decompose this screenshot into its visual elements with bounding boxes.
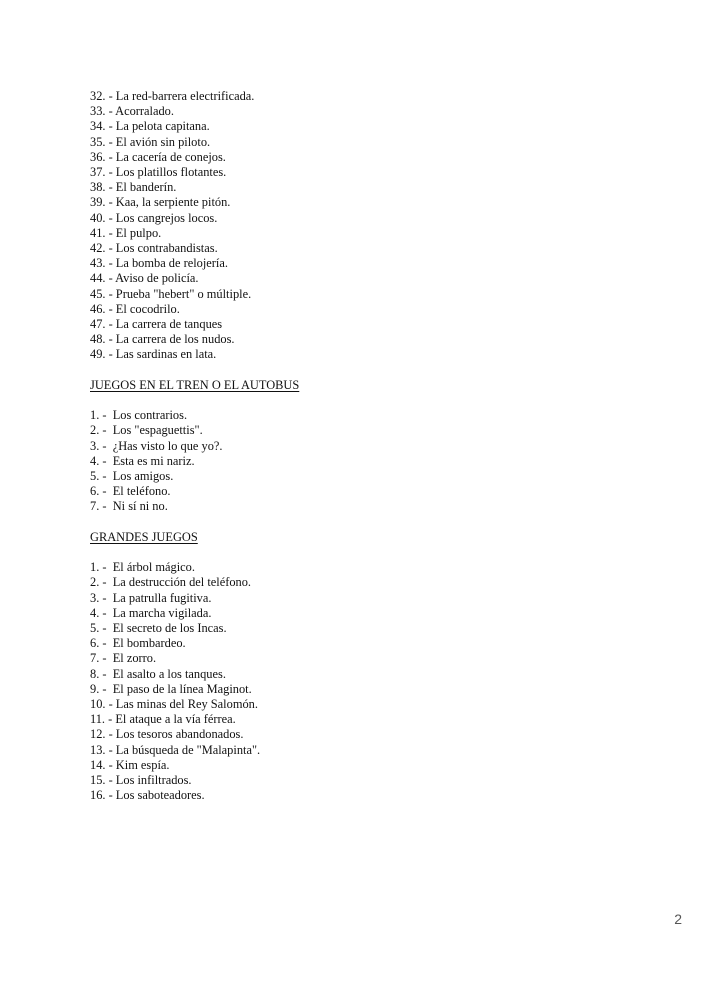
list-item: 37. - Los platillos flotantes. [90,165,227,180]
list-item: 16. - Los saboteadores. [90,788,205,803]
list-item: 46. - El cocodrilo. [90,301,180,316]
list-item: 2. - Los "espaguettis". [90,423,203,438]
page-number: 2 [674,911,682,927]
list-item: 34. - La pelota capitana. [90,119,210,134]
big-games-list [90,560,650,803]
list-item: 41. - El pulpo. [90,225,162,240]
list-item: 14. - Kim espía. [90,757,170,772]
list-item: 3. - La patrulla fugitiva. [90,590,212,605]
list-item: 12. - Los tesoros abandonados. [90,727,244,742]
list-item: 7. - Ni sí ni no. [90,499,168,514]
list-item: 7. - El zorro. [90,651,157,666]
list-item: 5. - Los amigos. [90,469,174,484]
list-item: 5. - El secreto de los Incas. [90,621,227,636]
spacer [90,393,650,408]
spacer [90,363,650,378]
spacer [90,545,650,560]
list-item: 8. - El asalto a los tanques. [90,666,226,681]
document-page [90,89,650,803]
list-item: 4. - Esta es mi nariz. [90,453,195,468]
list-item: 33. - Acorralado. [90,104,174,119]
list-item: 39. - Kaa, la serpiente pitón. [90,195,231,210]
list-item: 47. - La carrera de tanques [90,317,223,332]
list-item: 42. - Los contrabandistas. [90,241,218,256]
list-item: 4. - La marcha vigilada. [90,605,212,620]
travel-games-list [90,408,650,514]
list-item: 1. - Los contrarios. [90,408,188,423]
list-item: 40. - Los cangrejos locos. [90,210,218,225]
list-item: 43. - La bomba de relojería. [90,256,228,271]
section-heading-travel-games: JUEGOS EN EL TREN O EL AUTOBUS [90,377,300,392]
list-item: 6. - El teléfono. [90,484,171,499]
list-item: 35. - El avión sin piloto. [90,134,211,149]
list-item: 9. - El paso de la línea Maginot. [90,681,252,696]
list-item: 13. - La búsqueda de "Malapinta". [90,742,261,757]
list-item: 38. - El banderín. [90,180,177,195]
list-item: 36. - La cacería de conejos. [90,149,226,164]
list-item: 44. - Aviso de policía. [90,271,199,286]
list-item: 2. - La destrucción del teléfono. [90,575,252,590]
list-item: 48. - La carrera de los nudos. [90,332,235,347]
list-item: 11. - El ataque a la vía férrea. [90,712,236,727]
list-item: 3. - ¿Has visto lo que yo?. [90,438,223,453]
spacer [90,515,650,530]
list-item: 45. - Prueba "hebert" o múltiple. [90,286,252,301]
list-item: 1. - El árbol mágico. [90,560,195,575]
games-list-continued [90,89,650,363]
list-item: 49. - Las sardinas en lata. [90,347,217,362]
section-heading-big-games: GRANDES JUEGOS [90,529,198,544]
list-item: 15. - Los infiltrados. [90,773,192,788]
list-item: 10. - Las minas del Rey Salomón. [90,697,258,712]
list-item: 32. - La red-barrera electrificada. [90,89,255,103]
list-item: 6. - El bombardeo. [90,636,186,651]
